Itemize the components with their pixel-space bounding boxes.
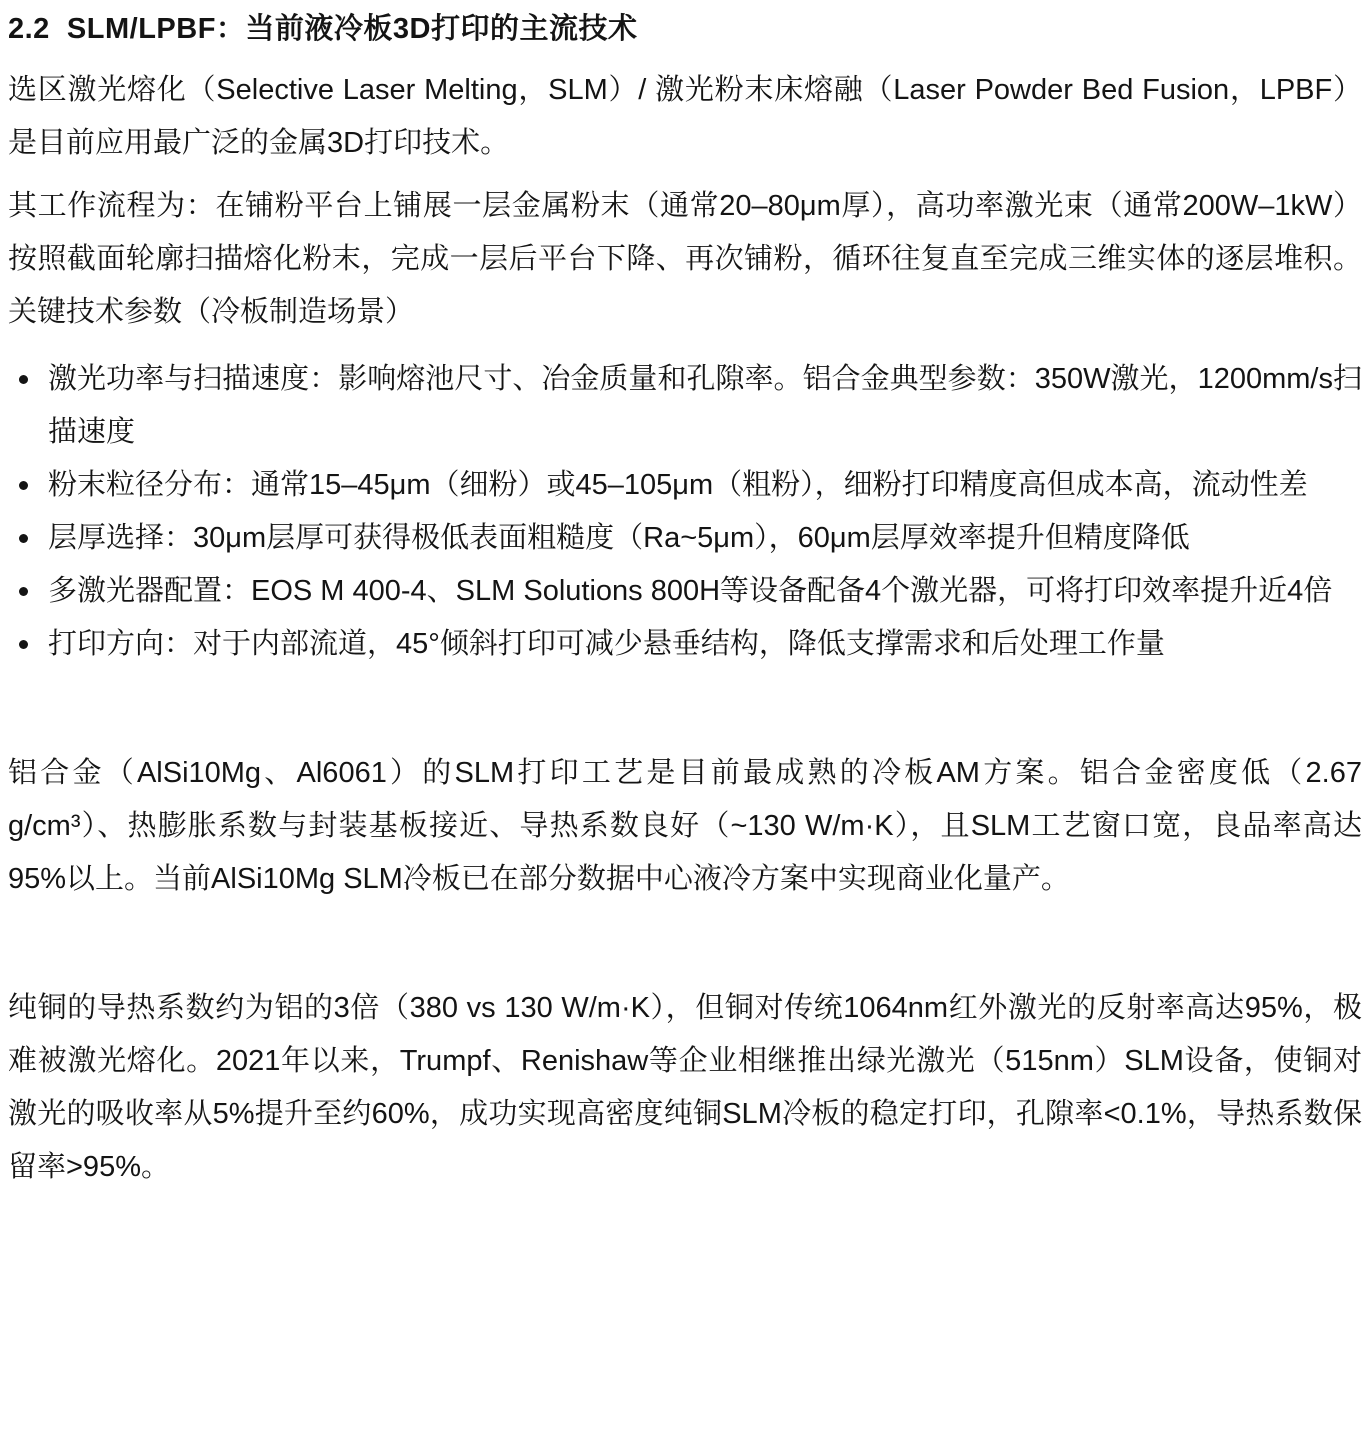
list-item-laser-power: 激光功率与扫描速度：影响熔池尺寸、冶金质量和孔隙率。铝合金典型参数：350W激光，1200mm/s扫描速度 — [8, 353, 1362, 459]
key-parameters-list — [8, 353, 1362, 671]
paragraph-slm-intro: 选区激光熔化（Selective Laser Melting，SLM）/ 激光粉末床熔融（Laser Powder Bed Fusion，LPBF）是目前应用最广泛的金属3D打印技术。 — [8, 74, 1362, 159]
section-heading: 2.2 SLM/LPBF：当前液冷板3D打印的主流技术 — [8, 13, 638, 45]
list-item-multi-laser: 多激光器配置：EOS M 400-4、SLM Solutions 800H等设备配备4个激光器，可将打印效率提升近4倍 — [8, 565, 1362, 618]
paragraph-workflow: 其工作流程为：在铺粉平台上铺展一层金属粉末（通常20–80μm厚），高功率激光束（通常200W–1kW）按照截面轮廓扫描熔化粉末，完成一层后平台下降、再次铺粉，循环往复直至完成三维实体的逐层堆积。关键技术参数（冷板制造场景） — [8, 190, 1362, 328]
paragraph-aluminum-alloy: 铝合金（AlSi10Mg、Al6061）的SLM打印工艺是目前最成熟的冷板AM方案。铝合金密度低（2.67 g/cm³）、热膨胀系数与封装基板接近、导热系数良好（~130 W/m·K），且SLM工艺窗口宽，良品率高达95%以上。当前AlSi10Mg SLM冷板已在部分数据中心液冷方案中实现商业化量产。 — [8, 757, 1362, 895]
list-item-print-orientation: 打印方向：对于内部流道，45°倾斜打印可减少悬垂结构，降低支撑需求和后处理工作量 — [8, 618, 1362, 671]
list-item-powder-size: 粉末粒径分布：通常15–45μm（细粉）或45–105μm（粗粉），细粉打印精度高但成本高，流动性差 — [8, 459, 1362, 512]
list-item-layer-thickness: 层厚选择：30μm层厚可获得极低表面粗糙度（Ra~5μm），60μm层厚效率提升但精度降低 — [8, 512, 1362, 565]
paragraph-pure-copper: 纯铜的导热系数约为铝的3倍（380 vs 130 W/m·K），但铜对传统1064nm红外激光的反射率高达95%，极难被激光熔化。2021年以来，Trumpf、Renishaw等企业相继推出绿光激光（515nm）SLM设备，使铜对激光的吸收率从5%提升至约60%，成功实现高密度纯铜SLM冷板的稳定打印，孔隙率<0.1%，导热系数保留率>95%。 — [8, 992, 1362, 1183]
